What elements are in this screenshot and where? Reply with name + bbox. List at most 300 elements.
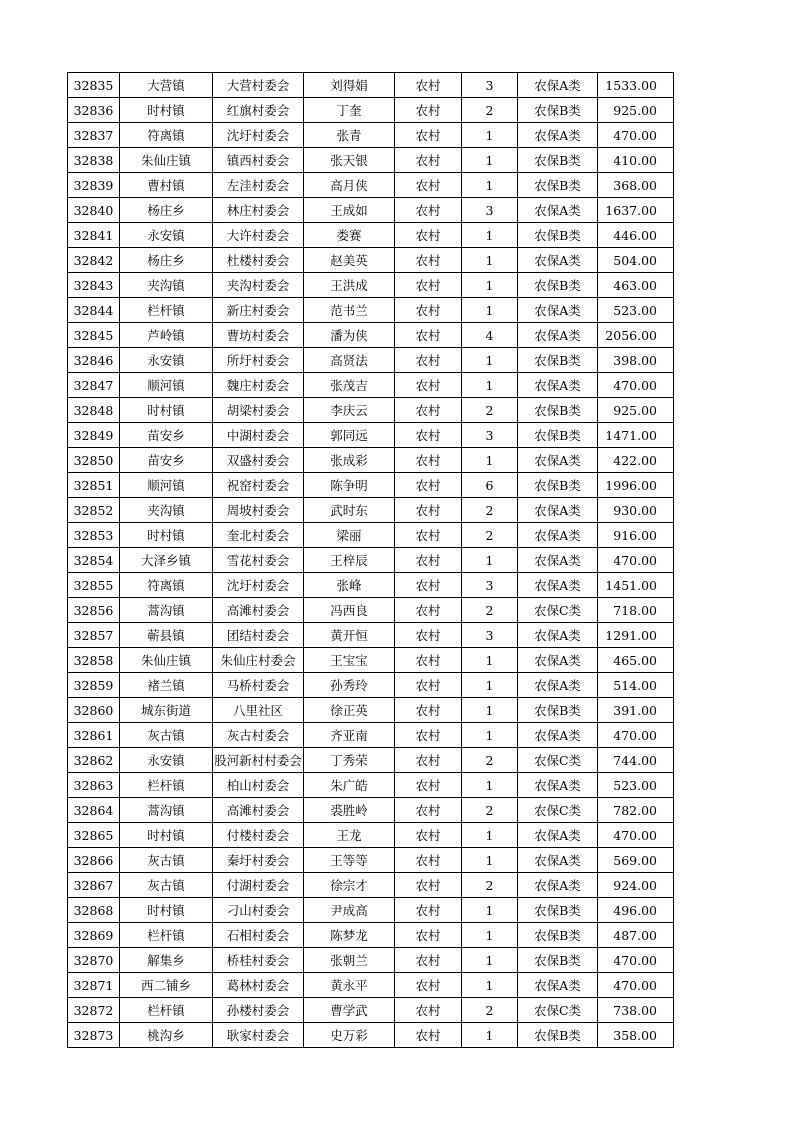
insurance-category-cell: 农保A类 — [518, 523, 598, 548]
member-count-cell: 1 — [462, 648, 518, 673]
town-cell: 永安镇 — [120, 748, 213, 773]
name-cell: 黄永平 — [304, 973, 395, 998]
name-cell: 张茂吉 — [304, 373, 395, 398]
town-cell: 杨庄乡 — [120, 248, 213, 273]
village-committee-cell: 奎北村委会 — [213, 523, 304, 548]
name-cell: 张成彩 — [304, 448, 395, 473]
record-id-cell: 32847 — [68, 373, 120, 398]
amount-cell: 523.00 — [598, 773, 674, 798]
member-count-cell: 1 — [462, 273, 518, 298]
insurance-category-cell: 农保A类 — [518, 648, 598, 673]
insurance-category-cell: 农保A类 — [518, 823, 598, 848]
household-type-cell: 农村 — [395, 1023, 462, 1048]
member-count-cell: 1 — [462, 173, 518, 198]
name-cell: 齐亚南 — [304, 723, 395, 748]
record-id-cell: 32873 — [68, 1023, 120, 1048]
table-row — [68, 923, 674, 948]
table-row — [68, 498, 674, 523]
member-count-cell: 3 — [462, 423, 518, 448]
record-id-cell: 32841 — [68, 223, 120, 248]
town-cell: 苗安乡 — [120, 448, 213, 473]
table-row — [68, 573, 674, 598]
record-id-cell: 32853 — [68, 523, 120, 548]
village-committee-cell: 付楼村委会 — [213, 823, 304, 848]
amount-cell: 470.00 — [598, 723, 674, 748]
insurance-category-cell: 农保B类 — [518, 698, 598, 723]
household-type-cell: 农村 — [395, 298, 462, 323]
name-cell: 曹学武 — [304, 998, 395, 1023]
amount-cell: 410.00 — [598, 148, 674, 173]
insurance-category-cell: 农保A类 — [518, 873, 598, 898]
insurance-category-cell: 农保A类 — [518, 773, 598, 798]
member-count-cell: 1 — [462, 448, 518, 473]
member-count-cell: 6 — [462, 473, 518, 498]
village-committee-cell: 沈圩村委会 — [213, 123, 304, 148]
insurance-category-cell: 农保A类 — [518, 448, 598, 473]
town-cell: 永安镇 — [120, 348, 213, 373]
table-row — [68, 648, 674, 673]
village-committee-cell: 魏庄村委会 — [213, 373, 304, 398]
insurance-category-cell: 农保B类 — [518, 223, 598, 248]
member-count-cell: 1 — [462, 373, 518, 398]
name-cell: 高贤法 — [304, 348, 395, 373]
table-row — [68, 423, 674, 448]
table-row — [68, 548, 674, 573]
name-cell: 刘得娟 — [304, 73, 395, 98]
household-type-cell: 农村 — [395, 698, 462, 723]
household-type-cell: 农村 — [395, 448, 462, 473]
insurance-category-cell: 农保A类 — [518, 248, 598, 273]
record-id-cell: 32866 — [68, 848, 120, 873]
amount-cell: 446.00 — [598, 223, 674, 248]
household-type-cell: 农村 — [395, 498, 462, 523]
village-committee-cell: 胡梁村委会 — [213, 398, 304, 423]
record-id-cell: 32862 — [68, 748, 120, 773]
village-committee-cell: 沈圩村委会 — [213, 573, 304, 598]
member-count-cell: 2 — [462, 398, 518, 423]
insurance-category-cell: 农保A类 — [518, 73, 598, 98]
name-cell: 尹成高 — [304, 898, 395, 923]
member-count-cell: 3 — [462, 623, 518, 648]
member-count-cell: 2 — [462, 748, 518, 773]
household-type-cell: 农村 — [395, 273, 462, 298]
member-count-cell: 2 — [462, 598, 518, 623]
member-count-cell: 1 — [462, 698, 518, 723]
amount-cell: 738.00 — [598, 998, 674, 1023]
town-cell: 灰古镇 — [120, 848, 213, 873]
household-type-cell: 农村 — [395, 998, 462, 1023]
amount-cell: 718.00 — [598, 598, 674, 623]
table-row — [68, 748, 674, 773]
insurance-category-cell: 农保A类 — [518, 298, 598, 323]
town-cell: 解集乡 — [120, 948, 213, 973]
table-row — [68, 673, 674, 698]
household-type-cell: 农村 — [395, 373, 462, 398]
insurance-category-cell: 农保A类 — [518, 673, 598, 698]
member-count-cell: 2 — [462, 98, 518, 123]
name-cell: 裘胜岭 — [304, 798, 395, 823]
amount-cell: 744.00 — [598, 748, 674, 773]
household-type-cell: 农村 — [395, 773, 462, 798]
name-cell: 赵美英 — [304, 248, 395, 273]
village-committee-cell: 镇西村委会 — [213, 148, 304, 173]
member-count-cell: 1 — [462, 148, 518, 173]
town-cell: 栏杆镇 — [120, 998, 213, 1023]
record-id-cell: 32843 — [68, 273, 120, 298]
member-count-cell: 3 — [462, 573, 518, 598]
amount-cell: 1533.00 — [598, 73, 674, 98]
table-row — [68, 523, 674, 548]
member-count-cell: 1 — [462, 248, 518, 273]
insurance-category-cell: 农保B类 — [518, 898, 598, 923]
town-cell: 曹村镇 — [120, 173, 213, 198]
insurance-category-cell: 农保C类 — [518, 798, 598, 823]
village-committee-cell: 耿家村委会 — [213, 1023, 304, 1048]
amount-cell: 470.00 — [598, 373, 674, 398]
insurance-category-cell: 农保B类 — [518, 173, 598, 198]
table-row — [68, 998, 674, 1023]
amount-cell: 916.00 — [598, 523, 674, 548]
village-committee-cell: 大许村委会 — [213, 223, 304, 248]
table-row — [68, 73, 674, 98]
record-id-cell: 32840 — [68, 198, 120, 223]
insurance-category-cell: 农保A类 — [518, 323, 598, 348]
member-count-cell: 1 — [462, 223, 518, 248]
name-cell: 范书兰 — [304, 298, 395, 323]
amount-cell: 470.00 — [598, 123, 674, 148]
insurance-category-cell: 农保A类 — [518, 623, 598, 648]
amount-cell: 569.00 — [598, 848, 674, 873]
village-committee-cell: 柏山村委会 — [213, 773, 304, 798]
village-committee-cell: 秦圩村委会 — [213, 848, 304, 873]
table-row — [68, 473, 674, 498]
name-cell: 黄开恒 — [304, 623, 395, 648]
member-count-cell: 1 — [462, 923, 518, 948]
amount-cell: 504.00 — [598, 248, 674, 273]
household-type-cell: 农村 — [395, 923, 462, 948]
member-count-cell: 2 — [462, 798, 518, 823]
amount-cell: 514.00 — [598, 673, 674, 698]
town-cell: 大营镇 — [120, 73, 213, 98]
insurance-category-cell: 农保A类 — [518, 723, 598, 748]
household-type-cell: 农村 — [395, 423, 462, 448]
record-id-cell: 32858 — [68, 648, 120, 673]
insurance-category-cell: 农保B类 — [518, 423, 598, 448]
record-id-cell: 32838 — [68, 148, 120, 173]
member-count-cell: 1 — [462, 723, 518, 748]
record-id-cell: 32872 — [68, 998, 120, 1023]
town-cell: 朱仙庄镇 — [120, 648, 213, 673]
record-id-cell: 32837 — [68, 123, 120, 148]
town-cell: 顺河镇 — [120, 373, 213, 398]
town-cell: 夹沟镇 — [120, 273, 213, 298]
table-row — [68, 173, 674, 198]
member-count-cell: 1 — [462, 898, 518, 923]
insurance-category-cell: 农保C类 — [518, 598, 598, 623]
name-cell: 徐宗才 — [304, 873, 395, 898]
record-id-cell: 32836 — [68, 98, 120, 123]
table-row — [68, 273, 674, 298]
insurance-category-cell: 农保A类 — [518, 848, 598, 873]
village-committee-cell: 孙楼村委会 — [213, 998, 304, 1023]
record-id-cell: 32868 — [68, 898, 120, 923]
amount-cell: 2056.00 — [598, 323, 674, 348]
household-type-cell: 农村 — [395, 948, 462, 973]
insurance-category-cell: 农保A类 — [518, 548, 598, 573]
record-id-cell: 32842 — [68, 248, 120, 273]
name-cell: 王宝宝 — [304, 648, 395, 673]
amount-cell: 368.00 — [598, 173, 674, 198]
name-cell: 王等等 — [304, 848, 395, 873]
member-count-cell: 1 — [462, 673, 518, 698]
table-row — [68, 448, 674, 473]
table-row — [68, 973, 674, 998]
household-type-cell: 农村 — [395, 598, 462, 623]
name-cell: 郭同远 — [304, 423, 395, 448]
household-type-cell: 农村 — [395, 798, 462, 823]
village-committee-cell: 祝窑村委会 — [213, 473, 304, 498]
village-committee-cell: 雪花村委会 — [213, 548, 304, 573]
member-count-cell: 1 — [462, 123, 518, 148]
table-row — [68, 323, 674, 348]
insurance-category-cell: 农保B类 — [518, 273, 598, 298]
village-committee-cell: 红旗村委会 — [213, 98, 304, 123]
member-count-cell: 2 — [462, 498, 518, 523]
household-type-cell: 农村 — [395, 248, 462, 273]
record-id-cell: 32851 — [68, 473, 120, 498]
household-type-cell: 农村 — [395, 73, 462, 98]
record-id-cell: 32854 — [68, 548, 120, 573]
table-body — [68, 73, 674, 1048]
household-type-cell: 农村 — [395, 623, 462, 648]
village-committee-cell: 石相村委会 — [213, 923, 304, 948]
village-committee-cell: 夹沟村委会 — [213, 273, 304, 298]
member-count-cell: 1 — [462, 848, 518, 873]
village-committee-cell: 付湖村委会 — [213, 873, 304, 898]
household-type-cell: 农村 — [395, 223, 462, 248]
name-cell: 潘为侠 — [304, 323, 395, 348]
household-type-cell: 农村 — [395, 173, 462, 198]
household-type-cell: 农村 — [395, 673, 462, 698]
insurance-category-cell: 农保B类 — [518, 148, 598, 173]
town-cell: 时村镇 — [120, 523, 213, 548]
insurance-category-cell: 农保B类 — [518, 923, 598, 948]
name-cell: 李庆云 — [304, 398, 395, 423]
amount-cell: 925.00 — [598, 98, 674, 123]
town-cell: 褚兰镇 — [120, 673, 213, 698]
name-cell: 张青 — [304, 123, 395, 148]
village-committee-cell: 新庄村委会 — [213, 298, 304, 323]
name-cell: 丁秀荣 — [304, 748, 395, 773]
name-cell: 冯西良 — [304, 598, 395, 623]
record-id-cell: 32871 — [68, 973, 120, 998]
town-cell: 杨庄乡 — [120, 198, 213, 223]
amount-cell: 1471.00 — [598, 423, 674, 448]
record-id-cell: 32869 — [68, 923, 120, 948]
village-committee-cell: 灰古村委会 — [213, 723, 304, 748]
record-id-cell: 32850 — [68, 448, 120, 473]
amount-cell: 930.00 — [598, 498, 674, 523]
insurance-category-cell: 农保C类 — [518, 998, 598, 1023]
name-cell: 朱广皓 — [304, 773, 395, 798]
record-id-cell: 32864 — [68, 798, 120, 823]
member-count-cell: 3 — [462, 198, 518, 223]
member-count-cell: 1 — [462, 948, 518, 973]
amount-cell: 1996.00 — [598, 473, 674, 498]
village-committee-cell: 双盛村委会 — [213, 448, 304, 473]
name-cell: 王成如 — [304, 198, 395, 223]
record-id-cell: 32839 — [68, 173, 120, 198]
household-type-cell: 农村 — [395, 198, 462, 223]
village-committee-cell: 高滩村委会 — [213, 798, 304, 823]
amount-cell: 1451.00 — [598, 573, 674, 598]
household-type-cell: 农村 — [395, 398, 462, 423]
household-type-cell: 农村 — [395, 98, 462, 123]
household-type-cell: 农村 — [395, 523, 462, 548]
household-type-cell: 农村 — [395, 473, 462, 498]
amount-cell: 782.00 — [598, 798, 674, 823]
insurance-category-cell: 农保C类 — [518, 748, 598, 773]
table-row — [68, 398, 674, 423]
town-cell: 夹沟镇 — [120, 498, 213, 523]
name-cell: 武时东 — [304, 498, 395, 523]
village-committee-cell: 所圩村委会 — [213, 348, 304, 373]
town-cell: 时村镇 — [120, 398, 213, 423]
name-cell: 张天银 — [304, 148, 395, 173]
village-committee-cell: 朱仙庄村委会 — [213, 648, 304, 673]
table-row — [68, 798, 674, 823]
insurance-category-cell: 农保A类 — [518, 373, 598, 398]
insurance-category-cell: 农保A类 — [518, 123, 598, 148]
name-cell: 王洪成 — [304, 273, 395, 298]
member-count-cell: 2 — [462, 523, 518, 548]
table-row — [68, 623, 674, 648]
village-committee-cell: 高滩村委会 — [213, 598, 304, 623]
household-type-cell: 农村 — [395, 648, 462, 673]
table-row — [68, 198, 674, 223]
village-committee-cell: 大营村委会 — [213, 73, 304, 98]
name-cell: 梁丽 — [304, 523, 395, 548]
table-row — [68, 873, 674, 898]
amount-cell: 358.00 — [598, 1023, 674, 1048]
record-id-cell: 32835 — [68, 73, 120, 98]
village-committee-cell: 葛林村委会 — [213, 973, 304, 998]
member-count-cell: 1 — [462, 773, 518, 798]
household-type-cell: 农村 — [395, 823, 462, 848]
record-id-cell: 32867 — [68, 873, 120, 898]
record-id-cell: 32848 — [68, 398, 120, 423]
town-cell: 芦岭镇 — [120, 323, 213, 348]
amount-cell: 465.00 — [598, 648, 674, 673]
name-cell: 王梓辰 — [304, 548, 395, 573]
town-cell: 蒿沟镇 — [120, 798, 213, 823]
town-cell: 时村镇 — [120, 98, 213, 123]
household-type-cell: 农村 — [395, 973, 462, 998]
name-cell: 陈争明 — [304, 473, 395, 498]
name-cell: 高月侠 — [304, 173, 395, 198]
town-cell: 灰古镇 — [120, 723, 213, 748]
insurance-category-cell: 农保B类 — [518, 98, 598, 123]
insurance-category-cell: 农保A类 — [518, 573, 598, 598]
table-row — [68, 773, 674, 798]
town-cell: 永安镇 — [120, 223, 213, 248]
member-count-cell: 1 — [462, 1023, 518, 1048]
village-committee-cell: 左洼村委会 — [213, 173, 304, 198]
table-row — [68, 248, 674, 273]
village-committee-cell: 杜楼村委会 — [213, 248, 304, 273]
village-committee-cell: 马桥村委会 — [213, 673, 304, 698]
member-count-cell: 1 — [462, 973, 518, 998]
amount-cell: 925.00 — [598, 398, 674, 423]
name-cell: 王龙 — [304, 823, 395, 848]
record-id-cell: 32861 — [68, 723, 120, 748]
member-count-cell: 1 — [462, 348, 518, 373]
amount-cell: 1291.00 — [598, 623, 674, 648]
record-id-cell: 32844 — [68, 298, 120, 323]
amount-cell: 470.00 — [598, 973, 674, 998]
record-id-cell: 32845 — [68, 323, 120, 348]
insurance-category-cell: 农保B类 — [518, 473, 598, 498]
table-row — [68, 1023, 674, 1048]
amount-cell: 470.00 — [598, 823, 674, 848]
household-type-cell: 农村 — [395, 748, 462, 773]
insurance-category-cell: 农保B类 — [518, 948, 598, 973]
household-type-cell: 农村 — [395, 898, 462, 923]
member-count-cell: 2 — [462, 998, 518, 1023]
record-id-cell: 32857 — [68, 623, 120, 648]
amount-cell: 470.00 — [598, 948, 674, 973]
household-type-cell: 农村 — [395, 348, 462, 373]
town-cell: 城东街道 — [120, 698, 213, 723]
name-cell: 娄赛 — [304, 223, 395, 248]
town-cell: 时村镇 — [120, 898, 213, 923]
member-count-cell: 1 — [462, 298, 518, 323]
amount-cell: 422.00 — [598, 448, 674, 473]
amount-cell: 523.00 — [598, 298, 674, 323]
town-cell: 栏杆镇 — [120, 923, 213, 948]
town-cell: 栏杆镇 — [120, 298, 213, 323]
insurance-category-cell: 农保A类 — [518, 498, 598, 523]
amount-cell: 496.00 — [598, 898, 674, 923]
town-cell: 西二铺乡 — [120, 973, 213, 998]
amount-cell: 1637.00 — [598, 198, 674, 223]
member-count-cell: 3 — [462, 73, 518, 98]
table-row — [68, 373, 674, 398]
household-type-cell: 农村 — [395, 873, 462, 898]
table-row — [68, 348, 674, 373]
household-type-cell: 农村 — [395, 848, 462, 873]
data-table — [67, 72, 674, 1048]
amount-cell: 463.00 — [598, 273, 674, 298]
member-count-cell: 1 — [462, 548, 518, 573]
town-cell: 苗安乡 — [120, 423, 213, 448]
record-id-cell: 32865 — [68, 823, 120, 848]
member-count-cell: 4 — [462, 323, 518, 348]
village-committee-cell: 周坡村委会 — [213, 498, 304, 523]
record-id-cell: 32856 — [68, 598, 120, 623]
amount-cell: 391.00 — [598, 698, 674, 723]
town-cell: 朱仙庄镇 — [120, 148, 213, 173]
name-cell: 史万彩 — [304, 1023, 395, 1048]
name-cell: 张朝兰 — [304, 948, 395, 973]
town-cell: 蒿沟镇 — [120, 598, 213, 623]
member-count-cell: 1 — [462, 823, 518, 848]
record-id-cell: 32855 — [68, 573, 120, 598]
record-id-cell: 32870 — [68, 948, 120, 973]
table-row — [68, 848, 674, 873]
town-cell: 蕲县镇 — [120, 623, 213, 648]
name-cell: 孙秀玲 — [304, 673, 395, 698]
